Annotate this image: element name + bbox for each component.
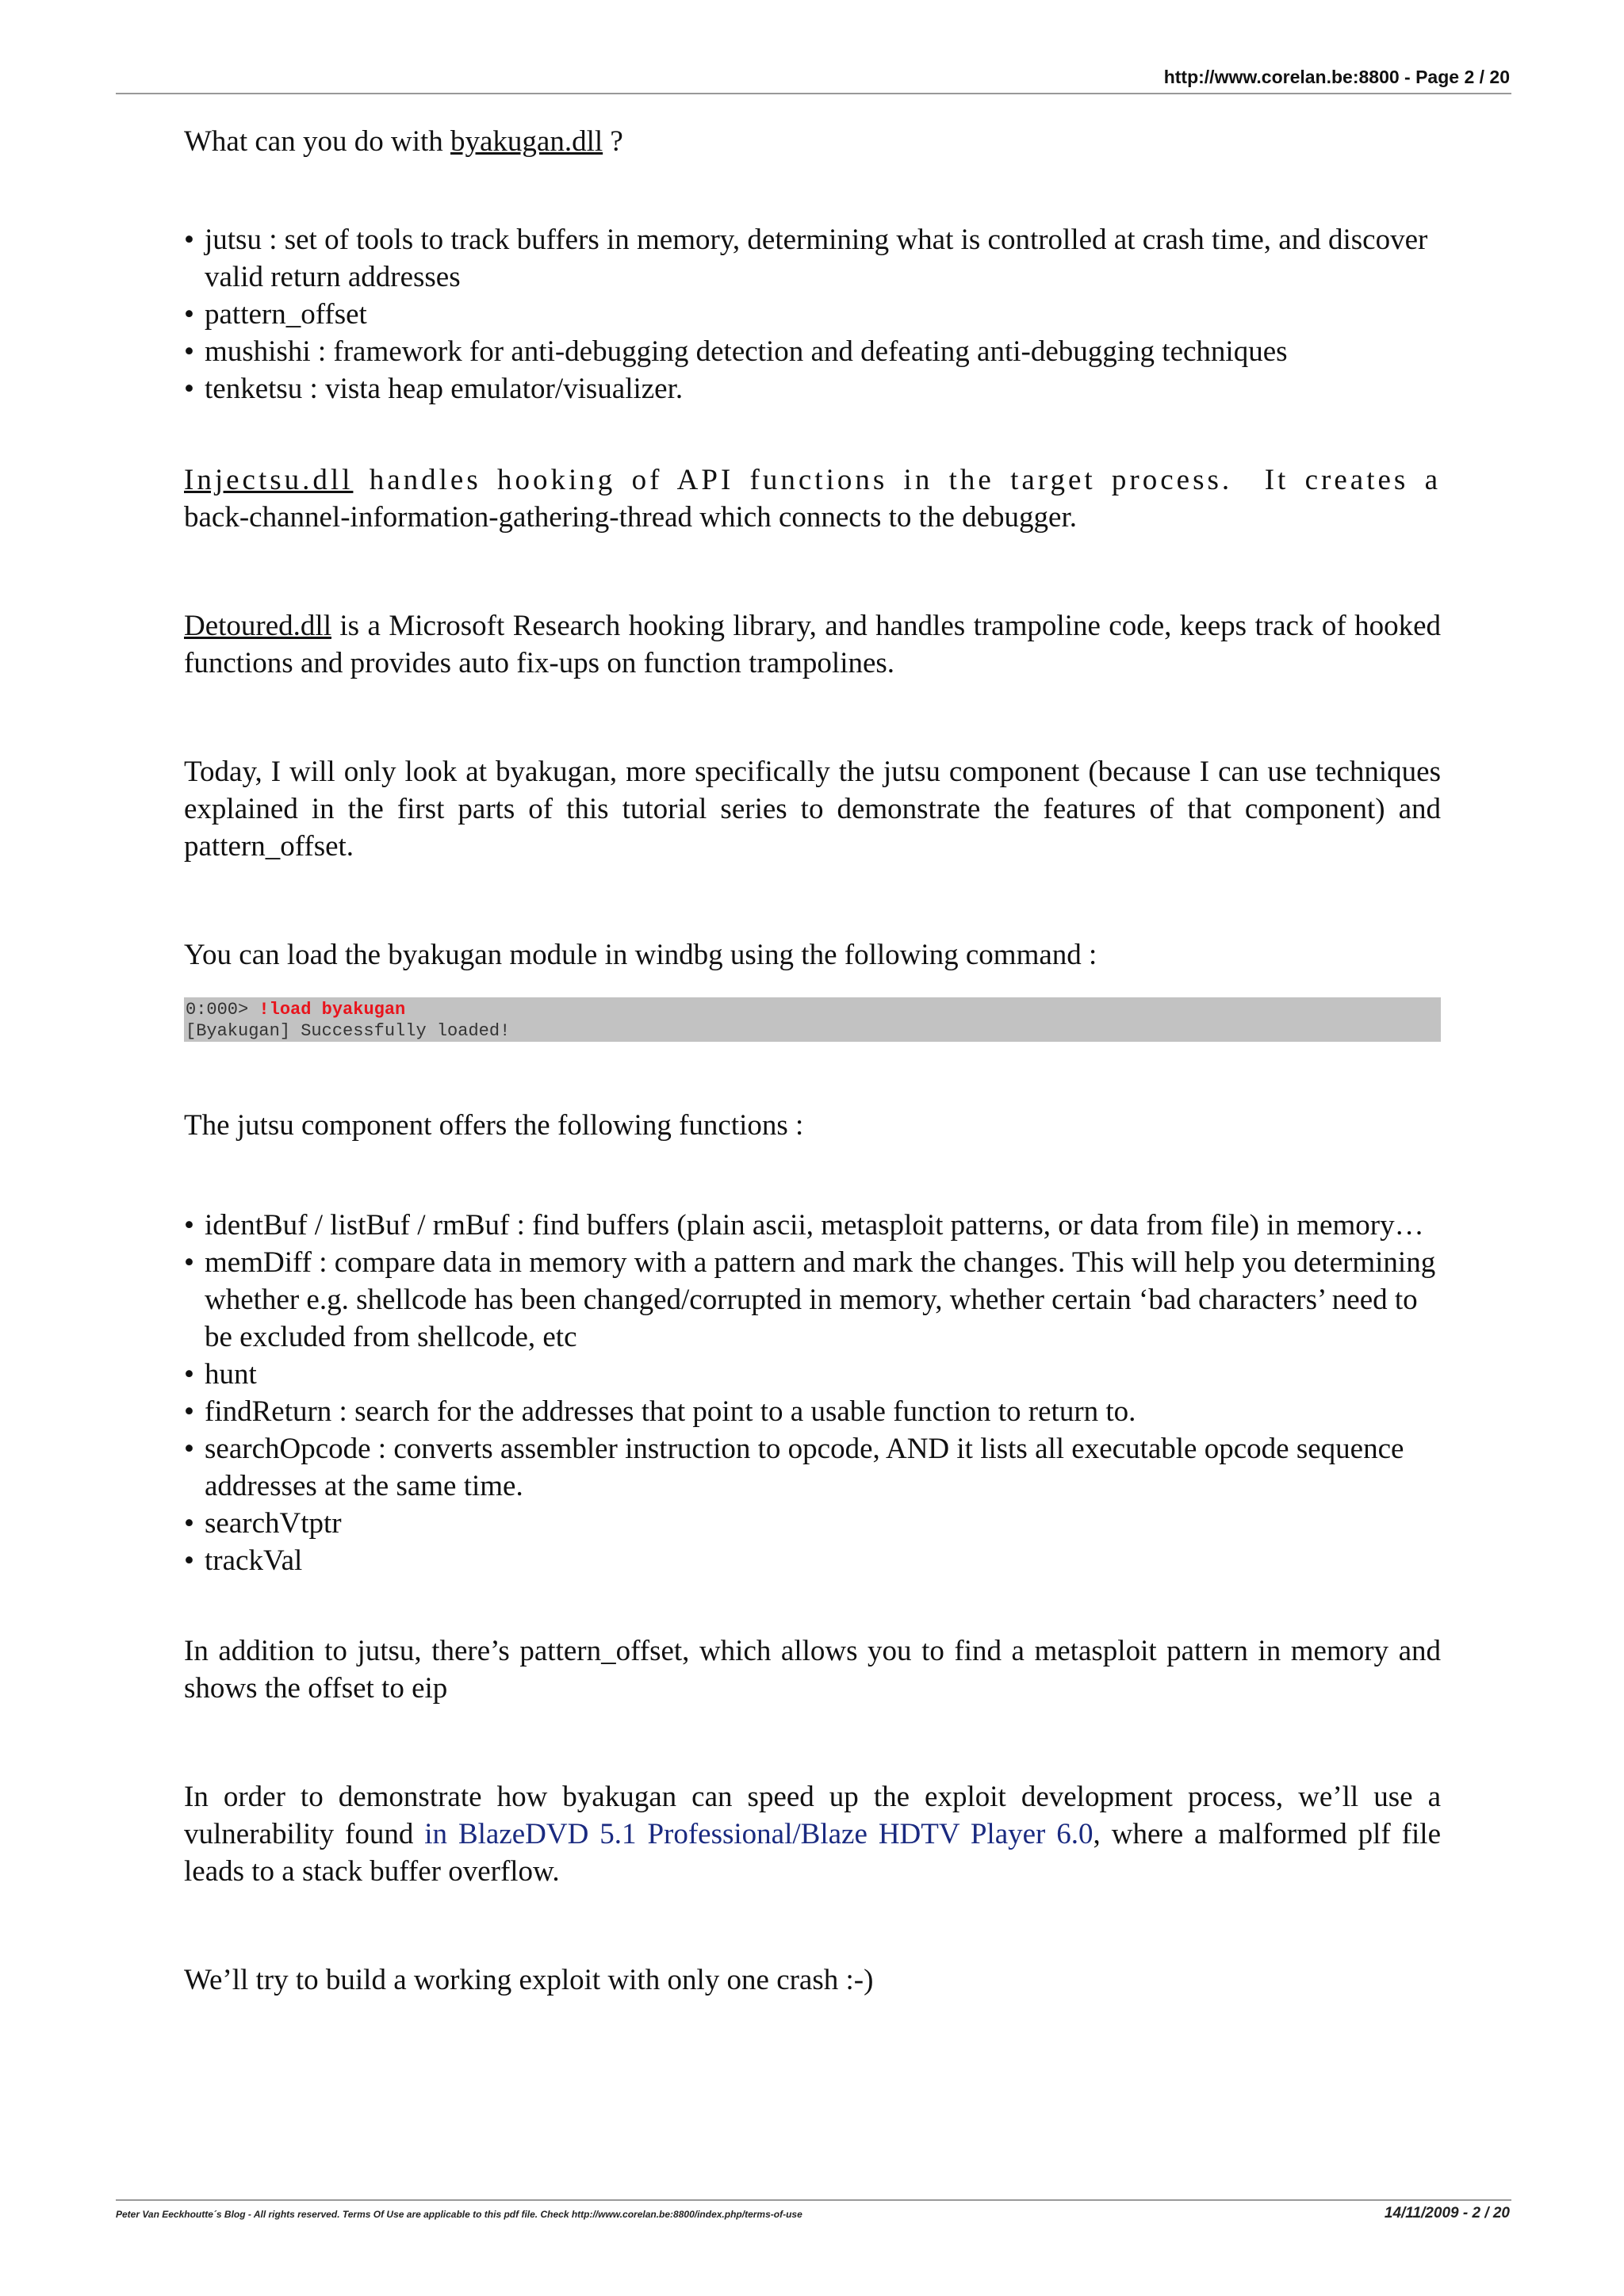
today-paragraph: Today, I will only look at byakugan, more specifically the jutsu component (because I can use techniques explained in the first parts of this tutorial series to demonstrate the features of that component) and pattern_offset. [184, 756, 1441, 863]
list-item: • trackVal [184, 1542, 1441, 1579]
demo-before: In order to demonstrate how byakugan can speed up the exploit development process, we’ll use a vulnerability found [184, 1781, 1441, 1850]
footer-copyright: Peter Van Eeckhoutte´s Blog - All rights reserved. Terms Of Use are applicable to this pdf file. Check http://www.corelan.be:8800/index.php/terms-of-use [116, 2209, 802, 2220]
pattern-offset-paragraph: In addition to jutsu, there’s pattern_offset, which allows you to find a metasploit pattern in memory and shows the offset to eip [184, 1635, 1441, 1705]
demo-after: , where a malformed plf file leads to a stack buffer overflow. [184, 1818, 1441, 1888]
injectsu-line-1 [184, 461, 1441, 499]
injectsu-text: handles hooking of API functions in the target process. It creates a [353, 464, 1441, 496]
header-page-url: http://www.corelan.be:8800 - Page 2 / 20 [1163, 67, 1510, 87]
footer-divider [116, 2199, 1511, 2201]
list-item: • mushishi : framework for anti-debugging detection and defeating anti-debugging techniques [184, 333, 1441, 370]
byakugan-dll-link[interactable]: byakugan.dll [450, 125, 603, 158]
page-content [184, 123, 1441, 1999]
code-line-output: [Byakugan] Successfully loaded! [186, 1021, 511, 1041]
list-item: • tenketsu : vista heap emulator/visualizer. [184, 370, 1441, 408]
detoured-dll-link[interactable]: Detoured.dll [184, 610, 331, 642]
detoured-paragraph [184, 607, 1441, 682]
injectsu-dll-link[interactable]: Injectsu.dll [184, 464, 354, 496]
list-item: • findReturn : search for the addresses that point to a usable function to return to. [184, 1393, 1441, 1430]
list-item: • identBuf / listBuf / rmBuf : find buffers (plain ascii, metasploit patterns, or data from file) in memory… [184, 1207, 1441, 1244]
code-command: !load byakugan [259, 1000, 406, 1020]
features-list [184, 221, 1441, 408]
injectsu-line-2: back-channel-information-gathering-thread which connects to the debugger. [184, 501, 1078, 534]
intro-suffix: ? [603, 125, 623, 158]
load-intro-paragraph: You can load the byakugan module in windbg using the following command : [184, 939, 1097, 971]
header-divider [116, 93, 1511, 94]
list-item: • hunt [184, 1356, 1441, 1393]
functions-list [184, 1207, 1441, 1579]
intro-prefix: What can you do with [184, 125, 450, 158]
footer-date-page: 14/11/2009 - 2 / 20 [1384, 2205, 1510, 2221]
injectsu-paragraph [184, 461, 1441, 536]
intro-paragraph [184, 123, 1441, 160]
demo-paragraph [184, 1778, 1441, 1890]
list-item: • pattern_offset [184, 296, 1441, 333]
list-item: • searchOpcode : converts assembler instruction to opcode, AND it lists all executable opcode sequence addresses at the same time. [184, 1430, 1441, 1505]
code-prompt: 0:000> [186, 1000, 259, 1020]
list-item: • searchVtptr [184, 1505, 1441, 1542]
blazedvd-link[interactable]: in BlazeDVD 5.1 Professional/Blaze HDTV Player 6.0 [424, 1818, 1094, 1850]
closing-paragraph: We’ll try to build a working exploit with only one crash :-) [184, 1964, 874, 1996]
list-item: • memDiff : compare data in memory with a pattern and mark the changes. This will help you determining whether e.g. shellcode has been changed/corrupted in memory, whether certain ‘bad characters’ need to be excluded from shellcode, etc [184, 1244, 1441, 1356]
jutsu-intro-paragraph: The jutsu component offers the following functions : [184, 1109, 804, 1142]
detoured-text: is a Microsoft Research hooking library, and handles trampoline code, keeps track of hooked functions and provides auto fix-ups on function trampolines. [184, 610, 1441, 679]
code-block [184, 997, 1441, 1042]
code-line-command [186, 999, 1439, 1020]
list-item: • jutsu : set of tools to track buffers in memory, determining what is controlled at crash time, and discover valid return addresses [184, 221, 1441, 296]
